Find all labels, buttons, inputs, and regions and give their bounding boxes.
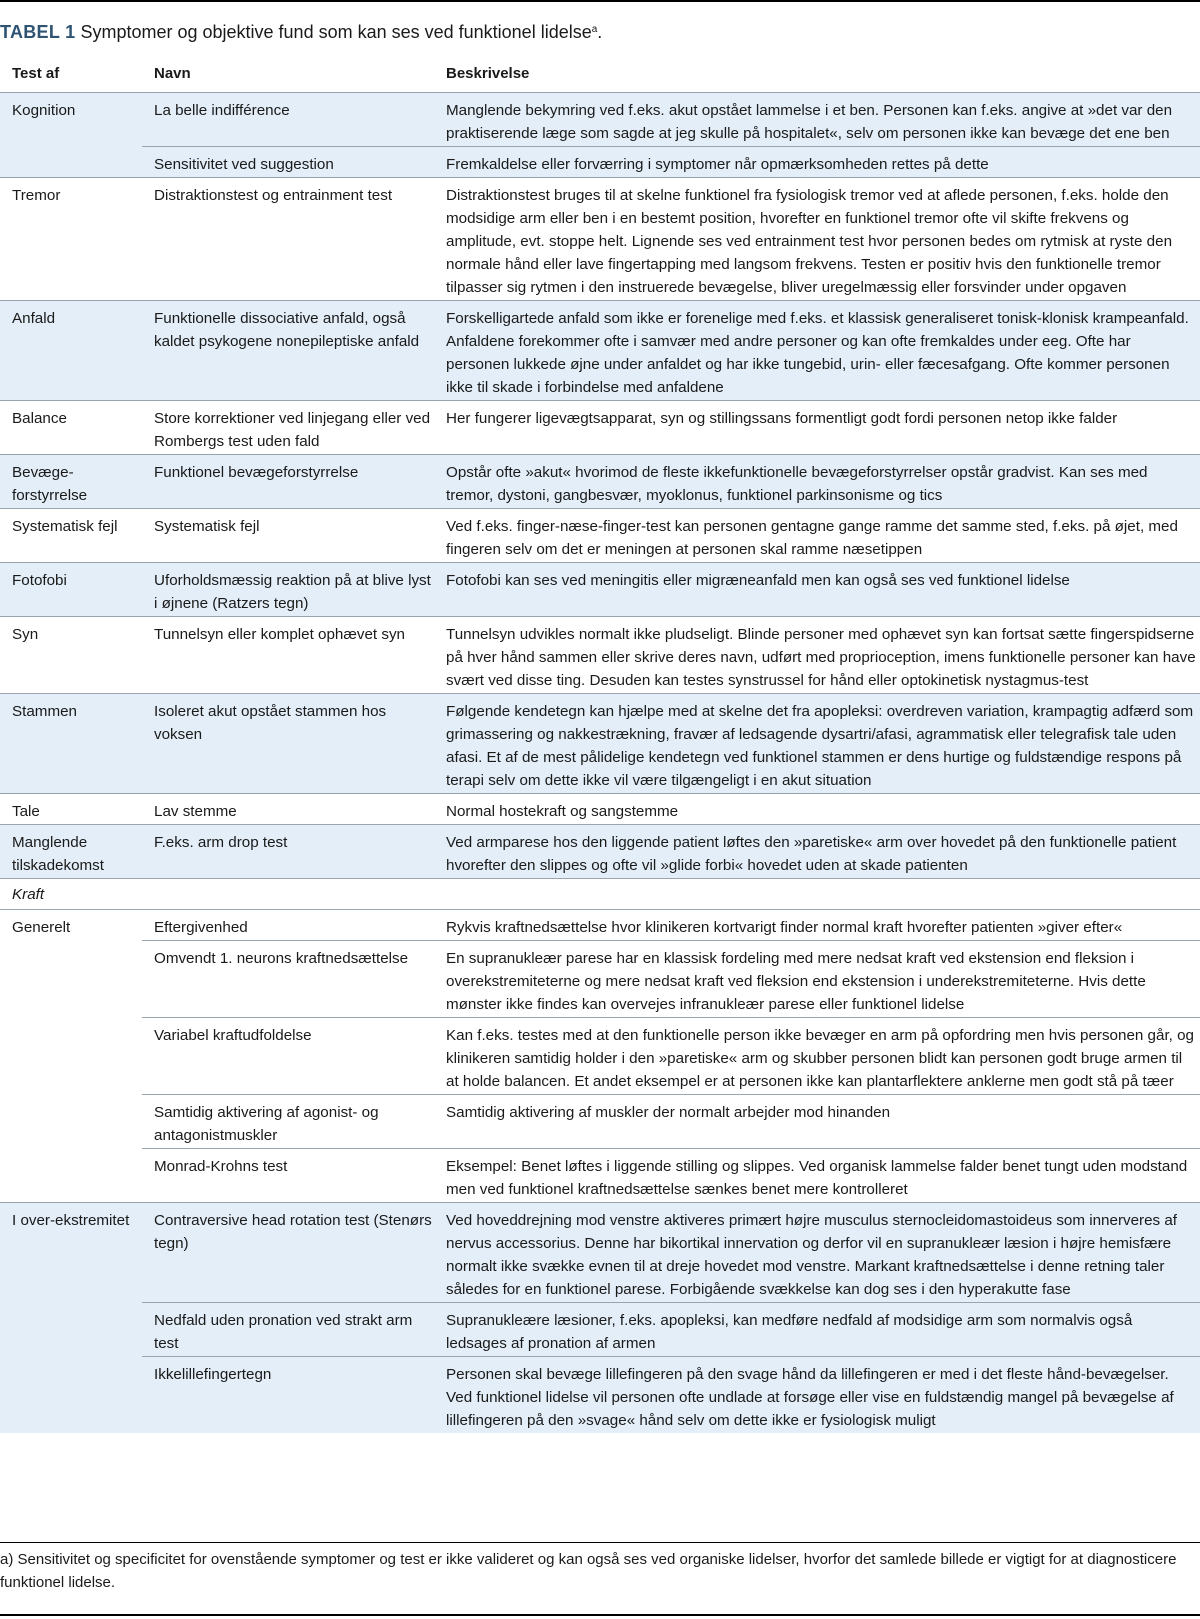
table-row bbox=[0, 563, 1200, 617]
cell-beskrivelse: Kan f.eks. testes med at den funktionelle person ikke bevæger en arm på opfordring men hvis personen går, og klinikeren samtidig holder i den »paretiske« arm og skubber personen blidt kan personen godt bruge armen til at holde balancen. Et andet eksempel er at personen ikke kan plantarflektere anklerne men godt stå på tæer bbox=[434, 1018, 1200, 1095]
cell-test-af: I over-ekstremitet bbox=[0, 1203, 142, 1303]
top-rule bbox=[0, 0, 1200, 2]
table-row bbox=[0, 1303, 1200, 1357]
table-footnote: a) Sensitivitet og specificitet for ovenstående symptomer og test er ikke valideret og kan også ses ved organiske lidelser, hvorfor det samlede billede er vigtigt for at diagnosticere funktionel lidelse. bbox=[0, 1551, 1177, 1591]
table-row bbox=[0, 1149, 1200, 1203]
table-row bbox=[0, 401, 1200, 455]
table-bottom-rule bbox=[0, 1542, 1200, 1543]
cell-beskrivelse: En supranukleær parese har en klassisk fordeling med mere nedsat kraft ved ekstension end fleksion i overekstremiteterne og mere nedsat kraft ved fleksion end ekstension i underekstremiteterne. Hvis dette mønster ikke findes kan overvejes infranukleær parese eller funktionel lidelse bbox=[434, 941, 1200, 1018]
cell-beskrivelse: Følgende kendetegn kan hjælpe med at skelne det fra apopleksi: overdreven variation, krampagtig adfærd som grimassering og nakkestrækning, fravær af ledsagende dysartri/afasi, agrammatisk eller telegrafisk tale uden afasi. Et af de mest pålidelige kendetegn ved funktionel stammen er dens hurtige og fuldstændige respons på terapi selv om dette ikke vil være tilgængeligt i en akut situation bbox=[434, 694, 1200, 794]
cell-beskrivelse: Distraktionstest bruges til at skelne funktionel fra fysiologisk tremor ved at aflede personen, f.eks. holde den modsidige arm eller ben i en bestemt position, hvorefter en funktionel tremor ofte vil skifte frekvens og amplitude, evt. stoppe helt. Lignende ses ved entrainment test hvor personen bedes om rytmisk at ryste den normale hånd eller lave fingertapping med langsom frekvens. Testen er positiv hvis den funktionelle tremor tilpasser sig rytmen i den instruerede bevægelse, bliver uregelmæssig eller forsvinder under opgaven bbox=[434, 178, 1200, 301]
table-title: Symptomer og objektive fund som kan ses ved funktionel lidelse bbox=[75, 22, 592, 42]
cell-test-af bbox=[0, 147, 142, 178]
cell-navn: Systematisk fejl bbox=[142, 509, 434, 563]
cell-test-af bbox=[0, 1357, 142, 1434]
cell-navn: Contraversive head rotation test (Stenørs tegn) bbox=[142, 1203, 434, 1303]
cell-beskrivelse: Her fungerer ligevægtsapparat, syn og stillingssans formentligt godt fordi personen netop ikke falder bbox=[434, 401, 1200, 455]
symptom-table bbox=[0, 58, 1200, 1433]
table-row bbox=[0, 1018, 1200, 1095]
table-row bbox=[0, 941, 1200, 1018]
cell-test-af: Stammen bbox=[0, 694, 142, 794]
cell-test-af: Balance bbox=[0, 401, 142, 455]
table-row bbox=[0, 509, 1200, 563]
cell-beskrivelse bbox=[434, 879, 1200, 910]
cell-beskrivelse: Supranukleære læsioner, f.eks. apopleksi, kan medføre nedfald af modsidige arm som normalvis også ledsages af pronation af armen bbox=[434, 1303, 1200, 1357]
cell-test-af: Bevæge-forstyrrelse bbox=[0, 455, 142, 509]
cell-navn: Tunnelsyn eller komplet ophævet syn bbox=[142, 617, 434, 694]
cell-navn: La belle indifférence bbox=[142, 93, 434, 147]
table-row bbox=[0, 147, 1200, 178]
cell-test-af: Generelt bbox=[0, 910, 142, 941]
cell-test-af bbox=[0, 1018, 142, 1095]
cell-navn: Funktionelle dissociative anfald, også kaldet psykogene nonepileptiske anfald bbox=[142, 301, 434, 401]
table-row bbox=[0, 178, 1200, 301]
cell-test-af: Fotofobi bbox=[0, 563, 142, 617]
bottom-rule bbox=[0, 1614, 1200, 1616]
table-row bbox=[0, 825, 1200, 879]
cell-navn: Uforholdsmæssig reaktion på at blive lyst i øjnene (Ratzers tegn) bbox=[142, 563, 434, 617]
cell-navn: Lav stemme bbox=[142, 794, 434, 825]
cell-test-af bbox=[0, 1149, 142, 1203]
cell-beskrivelse: Ved hoveddrejning mod venstre aktiveres primært højre musculus sternocleidomastoideus som innerveres af nervus accessorius. Denne har bikortikal innervation og derfor vil en supranukleær læsion i højre hemisfære normalt ikke svække evnen til at dreje hovedet mod venstre. Markant kraftnedsættelse i denne retning taler således for en funktionel parese. Forbigående svækkelse kan dog ses i den hyperakutte fase bbox=[434, 1203, 1200, 1303]
cell-beskrivelse: Opstår ofte »akut« hvorimod de fleste ikkefunktionelle bevægeforstyrrelser opstår gradvist. Kan ses med tremor, dystoni, gangbesvær, myoklonus, funktionel parkinsonisme og tics bbox=[434, 455, 1200, 509]
section-heading-kraft: Kraft bbox=[0, 879, 142, 910]
cell-navn: Monrad-Krohns test bbox=[142, 1149, 434, 1203]
cell-beskrivelse: Fremkaldelse eller forværring i symptomer når opmærksomheden rettes på dette bbox=[434, 147, 1200, 178]
header-row bbox=[0, 58, 1200, 93]
cell-beskrivelse: Personen skal bevæge lillefingeren på den svage hånd da lillefingeren er med i det fleste hånd-bevægelser. Ved funktionel lidelse vil personen ofte undlade at forsøge eller vise en fuldstændig mangel på bevægelse af lillefingeren på den »svage« hånd selv om dette ikke er fysiologisk muligt bbox=[434, 1357, 1200, 1434]
table-row bbox=[0, 617, 1200, 694]
cell-navn: Eftergivenhed bbox=[142, 910, 434, 941]
header-beskrivelse: Beskrivelse bbox=[446, 65, 530, 82]
header-test-af: Test af bbox=[12, 65, 60, 82]
cell-beskrivelse: Eksempel: Benet løftes i liggende stilling og slippes. Ved organisk lammelse falder benet tungt uden modstand men ved funktionel kraftnedsættelse sænkes benet mere kontrolleret bbox=[434, 1149, 1200, 1203]
cell-navn: Samtidig aktivering af agonist- og antagonistmuskler bbox=[142, 1095, 434, 1149]
table-row bbox=[0, 301, 1200, 401]
table-row bbox=[0, 1203, 1200, 1303]
cell-beskrivelse: Manglende bekymring ved f.eks. akut opstået lammelse i et ben. Personen kan f.eks. angive at »det var den praktiserende læge som sagde at jeg skulle på hospitalet«, selv om personen ikke kan bevæge det ene ben bbox=[434, 93, 1200, 147]
cell-test-af bbox=[0, 1095, 142, 1149]
cell-navn: F.eks. arm drop test bbox=[142, 825, 434, 879]
table-row bbox=[0, 794, 1200, 825]
cell-navn: Funktionel bevægeforstyrrelse bbox=[142, 455, 434, 509]
cell-navn: Isoleret akut opstået stammen hos voksen bbox=[142, 694, 434, 794]
table-row bbox=[0, 455, 1200, 509]
cell-navn: Distraktionstest og entrainment test bbox=[142, 178, 434, 301]
cell-test-af: Syn bbox=[0, 617, 142, 694]
table-row bbox=[0, 1357, 1200, 1434]
cell-navn: Ikkelillefingertegn bbox=[142, 1357, 434, 1434]
cell-beskrivelse: Samtidig aktivering af muskler der normalt arbejder mod hinanden bbox=[434, 1095, 1200, 1149]
cell-navn: Sensitivitet ved suggestion bbox=[142, 147, 434, 178]
cell-navn: Omvendt 1. neurons kraftnedsættelse bbox=[142, 941, 434, 1018]
cell-navn bbox=[142, 879, 434, 910]
cell-test-af: Kognition bbox=[0, 93, 142, 147]
table-caption bbox=[0, 18, 602, 44]
cell-test-af bbox=[0, 941, 142, 1018]
cell-beskrivelse: Ved f.eks. finger-næse-finger-test kan personen gentagne gange ramme det samme sted, f.eks. på øjet, med fingeren selv om det er meningen at personen skal ramme næsetippen bbox=[434, 509, 1200, 563]
cell-beskrivelse: Tunnelsyn udvikles normalt ikke pludseligt. Blinde personer med ophævet syn kan fortsat sætte fingerspidserne på hver hånd sammen eller skrive deres navn, udført med proprioception, imens funktionelle personer kan have svært ved disse ting. Desuden kan testes synstrussel for hånd eller optokinetisk nystagmus-test bbox=[434, 617, 1200, 694]
cell-beskrivelse: Fotofobi kan ses ved meningitis eller migræneanfald men kan også ses ved funktionel lidelse bbox=[434, 563, 1200, 617]
table-row bbox=[0, 910, 1200, 941]
table-row bbox=[0, 694, 1200, 794]
cell-test-af: Manglende tilskadekomst bbox=[0, 825, 142, 879]
cell-beskrivelse: Ved armparese hos den liggende patient løftes den »paretiske« arm over hovedet på den funktionelle patient hvorefter den slippes og ofte vil »glide forbi« hovedet uden at skade patienten bbox=[434, 825, 1200, 879]
cell-navn: Store korrektioner ved linjegang eller ved Rombergs test uden fald bbox=[142, 401, 434, 455]
cell-beskrivelse: Rykvis kraftnedsættelse hvor klinikeren kortvarigt finder normal kraft hvorefter patienten »giver efter« bbox=[434, 910, 1200, 941]
caption-period: . bbox=[597, 22, 603, 42]
cell-test-af: Systematisk fejl bbox=[0, 509, 142, 563]
cell-beskrivelse: Normal hostekraft og sangstemme bbox=[434, 794, 1200, 825]
cell-navn: Nedfald uden pronation ved strakt arm test bbox=[142, 1303, 434, 1357]
footnote-marker: a bbox=[591, 24, 598, 35]
cell-test-af: Tale bbox=[0, 794, 142, 825]
table-label: TABEL 1 bbox=[0, 22, 76, 42]
cell-test-af: Anfald bbox=[0, 301, 142, 401]
table-row bbox=[0, 93, 1200, 147]
cell-test-af bbox=[0, 1303, 142, 1357]
table-row bbox=[0, 1095, 1200, 1149]
cell-test-af: Tremor bbox=[0, 178, 142, 301]
cell-navn: Variabel kraftudfoldelse bbox=[142, 1018, 434, 1095]
section-row bbox=[0, 879, 1200, 910]
header-navn: Navn bbox=[154, 65, 191, 82]
cell-beskrivelse: Forskelligartede anfald som ikke er forenelige med f.eks. et klassisk generaliseret tonisk-klonisk krampeanfald. Anfaldene forekommer ofte i samvær med andre personer og kan ofte fremkaldes under eeg. Ofte har personen lukkede øjne under anfaldet og har ikke tungebid, urin- eller fæcesafgang. Ofte kommer personen ikke til skade i forbindelse med anfaldene bbox=[434, 301, 1200, 401]
